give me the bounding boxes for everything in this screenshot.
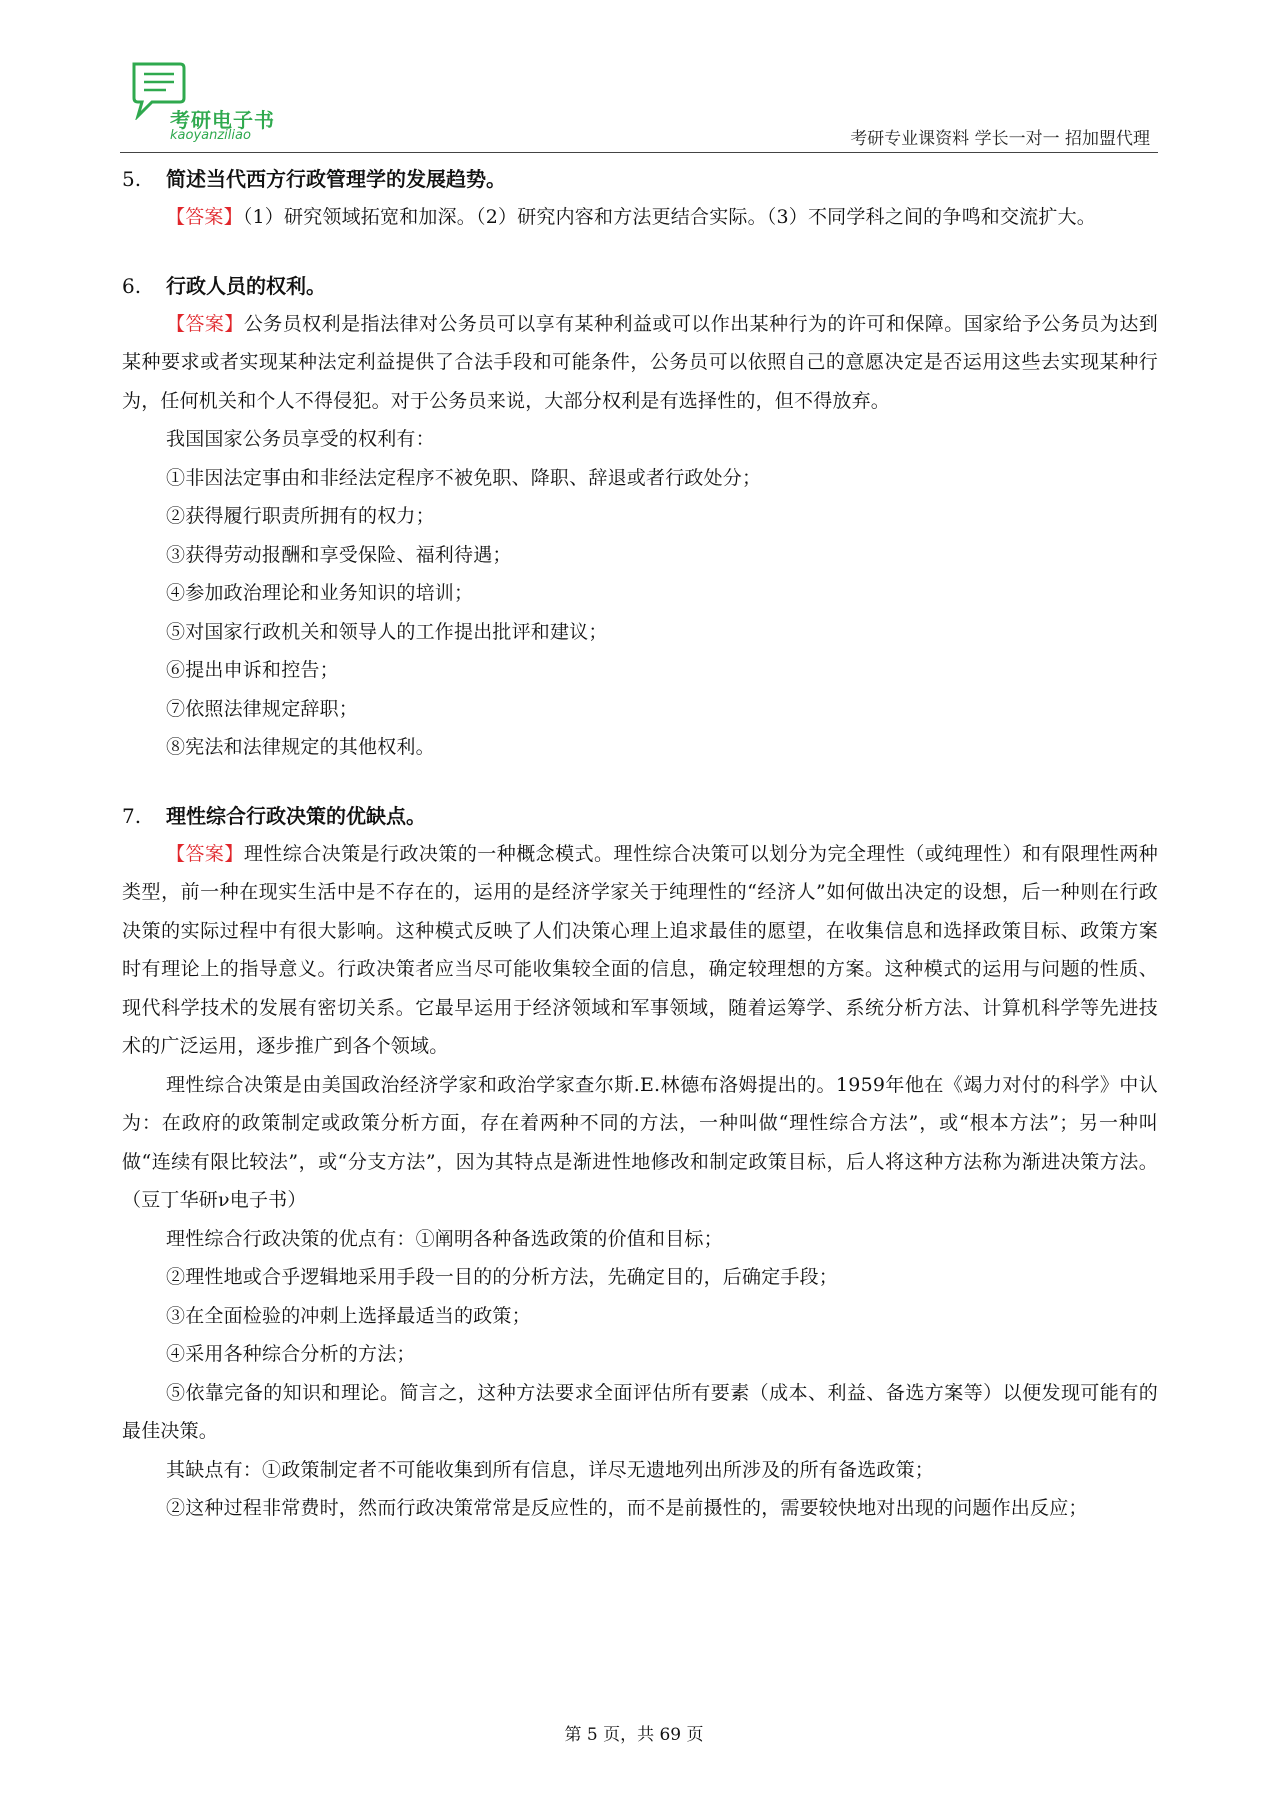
list-item: ⑧宪法和法律规定的其他权利。 [166, 736, 435, 758]
question-text: 简述当代西方行政管理学的发展趋势。 [166, 167, 506, 191]
question-text: 理性综合行政决策的优缺点。 [166, 803, 426, 828]
list-item: ⑤依靠完备的知识和理论。简言之，这种方法要求全面评估所有要素（成本、利益、备选方案等）以便发现可能有的最佳决策。 [122, 1381, 1158, 1442]
logo-text: 考研电子书 [170, 108, 275, 132]
list-item: ③在全面检验的冲刺上选择最适当的政策； [166, 1304, 531, 1327]
paragraph: 理性综合决策是由美国政治经济学家和政治学家查尔斯.E.林德布洛姆提出的。1959年他在《竭力对付的科学》中认为：在政府的政策制定或政策分析方面，存在着两种不同的方法，一种叫做“理性综合方法”，或“根本方法”；另一种叫做“连续有限比较法”，或“分支方法”，因为其特点是渐进性地修改和制定政策目标，后人将这种方法称为渐进决策方法。（豆丁华研ν电子书） [122, 1073, 1158, 1211]
header-slogan: 考研专业课资料 学长一对一 招加盟代理 [850, 129, 1150, 149]
question-text: 行政人员的权利。 [166, 273, 326, 298]
answer-tag: 【答案】 [166, 842, 244, 865]
question-7-title [122, 797, 1158, 835]
list-item: ⑥提出申诉和控告； [166, 659, 339, 681]
answer-text: 理性综合决策是行政决策的一种概念模式。理性综合决策可以划分为完全理性（或纯理性）和有限理性两种类型，前一种在现实生活中是不存在的，运用的是经济学家关于纯理性的“经济人”如何做出决定的设想，后一种则在行政决策的实际过程中有很大影响。这种模式反映了人们决策心理上追求最佳的愿望，在收集信息和选择政策目标、政策方案时有理论上的指导意义。行政决策者应当尽可能收集较全面的信息，确定较理想的方案。这种模式的运用与问题的性质、现代科学技术的发展有密切关系。它最早运用于经济领域和军事领域，随着运筹学、系统分析方法、计算机科学等先进技术的广泛运用，逐步推广到各个领域。 [122, 842, 1158, 1057]
page-header [120, 58, 1158, 154]
question-6-answer [122, 305, 1158, 421]
list-item: 理性综合行政决策的优点有：①阐明各种备选政策的价值和目标； [166, 1227, 723, 1250]
answer-tag: 【答案】 [166, 206, 243, 228]
list-item: ④参加政治理论和业务知识的培训； [166, 582, 474, 604]
question-5-title [122, 160, 1158, 198]
question-number: 7. [122, 803, 142, 828]
page-content [122, 160, 1158, 1528]
list-item: ①非因法定事由和非经法定程序不被免职、降职、辞退或者行政处分； [166, 466, 762, 489]
question-number: 5. [122, 167, 142, 191]
question-6-title [122, 267, 1158, 305]
rights-lead: 我国国家公务员享受的权利有： [166, 428, 435, 450]
list-item: ③获得劳动报酬和享受保险、福利待遇； [166, 543, 512, 566]
page-number: 第 5 页，共 69 页 [564, 1725, 704, 1745]
list-item: ②这种过程非常费时，然而行政决策常常是反应性的，而不是前摄性的，需要较快地对出现的问题作出反应； [166, 1497, 1088, 1519]
answer-tag: 【答案】 [166, 312, 244, 335]
question-5-answer [122, 198, 1158, 237]
list-item: ②获得履行职责所拥有的权力； [166, 505, 435, 527]
logo [128, 58, 288, 148]
header-divider [120, 152, 1158, 153]
list-item: ④采用各种综合分析的方法； [166, 1343, 416, 1365]
logo-subtext: kaoyanziliao [170, 128, 251, 143]
answer-text: （1）研究领域拓宽和加深。（2）研究内容和方法更结合实际。（3）不同学科之间的争鸣和交流扩大。 [242, 206, 1096, 228]
list-item: ⑦依照法律规定辞职； [166, 697, 359, 720]
answer-text: 公务员权利是指法律对公务员可以享有某种利益或可以作出某种行为的许可和保障。国家给予公务员为达到某种要求或者实现某种法定利益提供了合法手段和可能条件，公务员可以依照自己的意愿决定是否运用这些去实现某种行为，任何机关和个人不得侵犯。对于公务员来说，大部分权利是有选择性的，但不得放弃。 [122, 312, 1158, 412]
list-item: ⑤对国家行政机关和领导人的工作提出批评和建议； [166, 620, 608, 643]
list-item: 其缺点有：①政策制定者不可能收集到所有信息，详尽无遗地列出所涉及的所有备选政策； [166, 1458, 935, 1481]
list-item: ②理性地或合乎逻辑地采用手段一目的的分析方法，先确定目的，后确定手段； [166, 1266, 839, 1288]
question-7-answer [122, 835, 1158, 1066]
question-number: 6. [122, 273, 142, 298]
